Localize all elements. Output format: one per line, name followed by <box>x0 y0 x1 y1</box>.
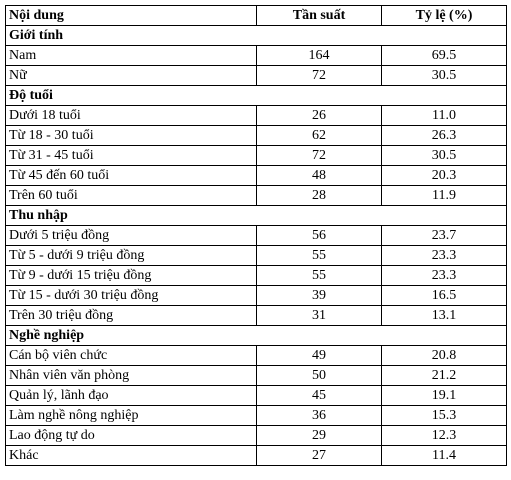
group-row <box>6 326 507 346</box>
row-frequency: 72 <box>257 146 382 166</box>
table-row <box>6 346 507 366</box>
table-row <box>6 146 507 166</box>
row-frequency: 31 <box>257 306 382 326</box>
table-body <box>6 26 507 466</box>
row-frequency: 28 <box>257 186 382 206</box>
header-frequency: Tần suất <box>257 6 382 26</box>
table-row <box>6 106 507 126</box>
header-percentage: Tỷ lệ (%) <box>382 6 507 26</box>
row-frequency: 55 <box>257 246 382 266</box>
table-row <box>6 366 507 386</box>
row-percentage: 11.9 <box>382 186 507 206</box>
row-frequency: 56 <box>257 226 382 246</box>
table-row <box>6 246 507 266</box>
row-percentage: 69.5 <box>382 46 507 66</box>
row-frequency: 55 <box>257 266 382 286</box>
table-row <box>6 66 507 86</box>
row-frequency: 50 <box>257 366 382 386</box>
row-percentage: 16.5 <box>382 286 507 306</box>
row-label: Từ 5 - dưới 9 triệu đồng <box>6 246 257 266</box>
row-frequency: 49 <box>257 346 382 366</box>
row-frequency: 164 <box>257 46 382 66</box>
row-percentage: 20.8 <box>382 346 507 366</box>
group-row <box>6 206 507 226</box>
row-label: Khác <box>6 446 257 466</box>
row-percentage: 26.3 <box>382 126 507 146</box>
row-frequency: 36 <box>257 406 382 426</box>
row-label: Từ 9 - dưới 15 triệu đồng <box>6 266 257 286</box>
table-row <box>6 186 507 206</box>
row-frequency: 27 <box>257 446 382 466</box>
table-row <box>6 266 507 286</box>
row-frequency: 29 <box>257 426 382 446</box>
row-label: Từ 15 - dưới 30 triệu đồng <box>6 286 257 306</box>
row-label: Dưới 18 tuổi <box>6 106 257 126</box>
row-percentage: 11.0 <box>382 106 507 126</box>
row-label: Cán bộ viên chức <box>6 346 257 366</box>
table-row <box>6 386 507 406</box>
row-percentage: 21.2 <box>382 366 507 386</box>
header-content: Nội dung <box>6 6 257 26</box>
table-row <box>6 286 507 306</box>
row-label: Dưới 5 triệu đồng <box>6 226 257 246</box>
row-percentage: 23.3 <box>382 266 507 286</box>
row-frequency: 26 <box>257 106 382 126</box>
row-frequency: 62 <box>257 126 382 146</box>
row-percentage: 11.4 <box>382 446 507 466</box>
row-percentage: 15.3 <box>382 406 507 426</box>
table-row <box>6 46 507 66</box>
group-title: Thu nhập <box>6 206 507 226</box>
header-row <box>6 6 507 26</box>
group-row <box>6 86 507 106</box>
row-label: Làm nghề nông nghiệp <box>6 406 257 426</box>
row-label: Từ 18 - 30 tuổi <box>6 126 257 146</box>
row-percentage: 23.7 <box>382 226 507 246</box>
table-row <box>6 166 507 186</box>
table-row <box>6 226 507 246</box>
row-label: Quản lý, lãnh đạo <box>6 386 257 406</box>
group-title: Nghề nghiệp <box>6 326 507 346</box>
row-frequency: 39 <box>257 286 382 306</box>
row-label: Nữ <box>6 66 257 86</box>
row-frequency: 48 <box>257 166 382 186</box>
table-row <box>6 126 507 146</box>
table-row <box>6 306 507 326</box>
row-label: Lao động tự do <box>6 426 257 446</box>
row-frequency: 45 <box>257 386 382 406</box>
row-label: Trên 30 triệu đồng <box>6 306 257 326</box>
row-label: Nhân viên văn phòng <box>6 366 257 386</box>
row-percentage: 20.3 <box>382 166 507 186</box>
row-percentage: 30.5 <box>382 66 507 86</box>
group-title: Giới tính <box>6 26 507 46</box>
row-label: Từ 45 đến 60 tuổi <box>6 166 257 186</box>
table-row <box>6 406 507 426</box>
row-label: Từ 31 - 45 tuổi <box>6 146 257 166</box>
row-label: Nam <box>6 46 257 66</box>
row-frequency: 72 <box>257 66 382 86</box>
row-percentage: 23.3 <box>382 246 507 266</box>
group-row <box>6 26 507 46</box>
row-percentage: 19.1 <box>382 386 507 406</box>
row-percentage: 12.3 <box>382 426 507 446</box>
group-title: Độ tuổi <box>6 86 507 106</box>
table-row <box>6 446 507 466</box>
row-percentage: 13.1 <box>382 306 507 326</box>
row-label: Trên 60 tuổi <box>6 186 257 206</box>
statistics-table <box>5 5 507 466</box>
table-row <box>6 426 507 446</box>
row-percentage: 30.5 <box>382 146 507 166</box>
